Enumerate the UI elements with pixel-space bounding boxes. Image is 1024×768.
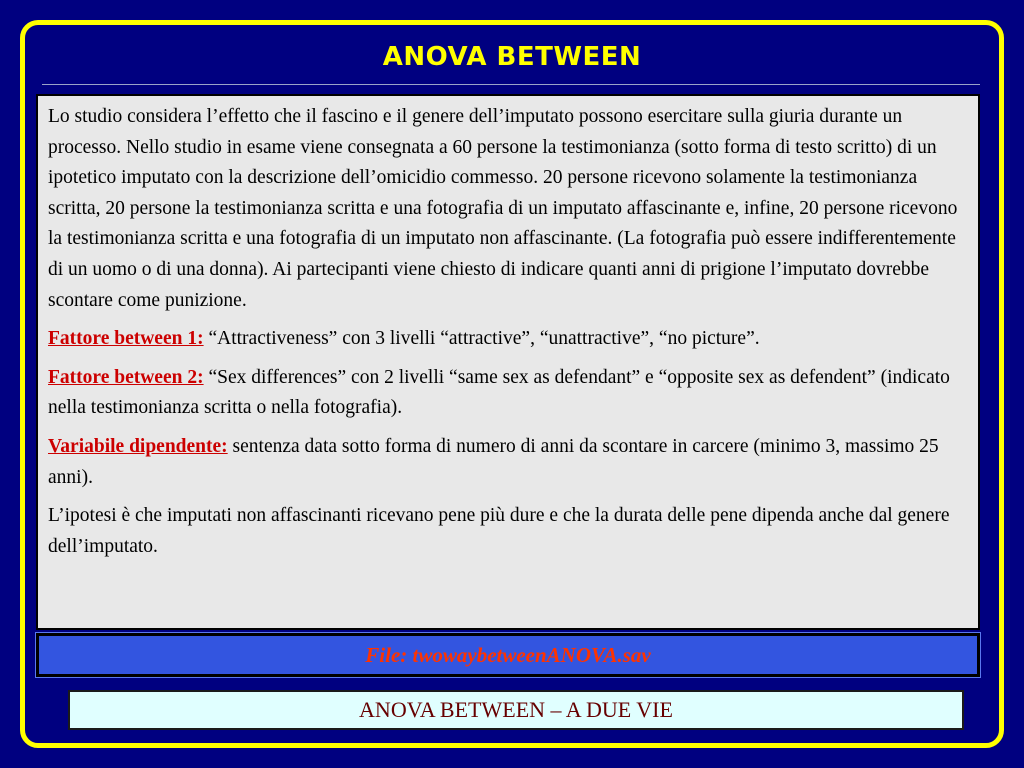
factor1-label: Fattore between 1: [48, 328, 204, 350]
dependent-variable-label: Variabile dipendente: [48, 435, 228, 457]
intro-paragraph: Lo studio considera l’effetto che il fascino e il genere dell’imputato possono esercitare sulla giuria durante un processo. Nello studio in esame viene consegnata a 60 persone la testimonianza (sotto forma di testo scritto) di un ipotetico imputato con la descrizione dell’omicidio commesso. 20 persone ricevono solamente la testimonianza scritta, 20 persone la testimonianza scritta e una fotografia di un imputato affascinante e, infine, 20 persone ricevono la testimonianza scritta e una fotografia di un imputato non affascinante. (La fotografia può essere indifferentemente di un uomo o di una donna). Ai partecipanti viene chiesto di indicare quanti anni di prigione l’imputato dovrebbe scontare come punizione. [48, 106, 958, 311]
hypothesis-paragraph: L’ipotesi è che imputati non affascinanti ricevano pene più dure e che la durata delle pene dipenda anche dal genere dell’imputato. [48, 505, 950, 557]
slide-title: ANOVA BETWEEN [382, 42, 642, 72]
factor2-paragraph [48, 363, 968, 424]
dependent-variable-paragraph [48, 432, 968, 493]
factor2-text: “Sex differences” con 2 livelli “same sex as defendant” e “opposite sex as defendent” (indicato nella testimonianza scritta o nella fotografia). [48, 366, 950, 419]
factor1-paragraph [48, 324, 968, 355]
content-text-box [36, 94, 980, 630]
factor1-text: “Attractiveness” con 3 livelli “attractive”, “unattractive”, “no picture”. [203, 328, 760, 350]
dependent-variable-text: sentenza data sotto forma di numero di anni da scontare in carcere (minimo 3, massimo 25 anni). [48, 435, 939, 488]
title-divider [42, 84, 980, 85]
footer-banner: ANOVA BETWEEN – A DUE VIE [68, 690, 964, 730]
factor2-label: Fattore between 2: [48, 366, 204, 388]
file-link-box[interactable]: File: twowaybetweenANOVA.sav [36, 633, 980, 677]
